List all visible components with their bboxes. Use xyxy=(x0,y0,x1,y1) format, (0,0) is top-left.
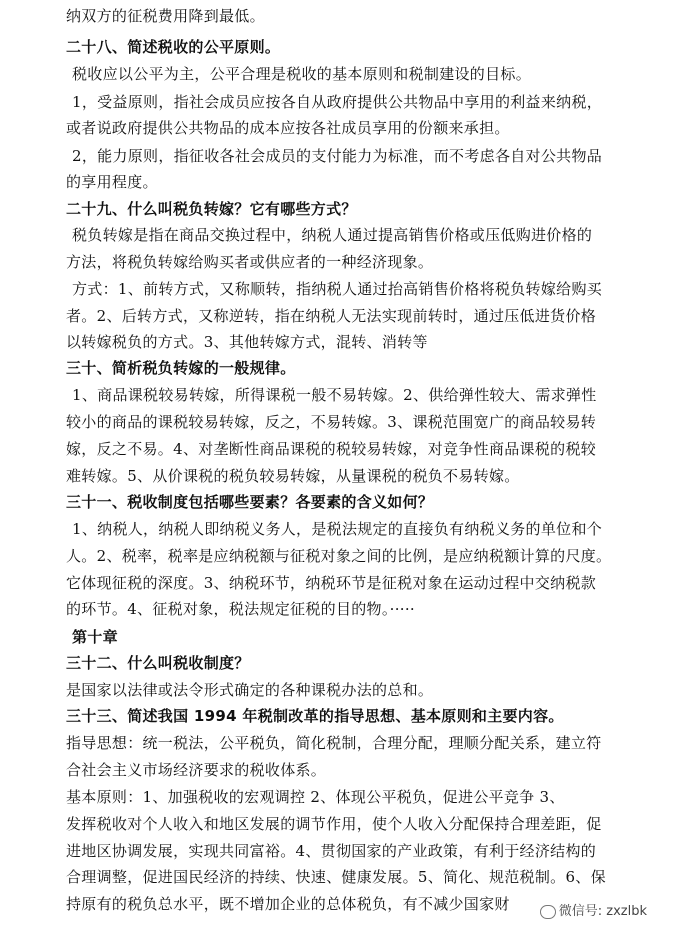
text-line: 方法，将税负转嫁给购买者或供应者的一种经济现象。 xyxy=(66,253,434,271)
text-line: 2，能力原则，指征收各社会成员的支付能力为标准，而不考虑各自对公共物品 xyxy=(72,147,603,165)
text-line: 合理调整，促进国民经济的持续、快速、健康发展。5、简化、规范税制。6、保 xyxy=(66,868,606,886)
section-heading: 三十、简析税负转嫁的一般规律。 xyxy=(66,359,296,377)
text-line: 1、商品课税较易转嫁，所得课税一般不易转嫁。2、供给弹性较大、需求弹性 xyxy=(72,386,597,404)
text-line: 税收应以公平为主，公平合理是税收的基本原则和税制建设的目标。 xyxy=(72,65,532,83)
text-line: 纳双方的征税费用降到最低。 xyxy=(66,7,265,25)
text-line: 方式：1、前转方式，又称顺转，指纳税人通过抬高销售价格将税负转嫁给购买 xyxy=(72,280,603,298)
section-heading: 三十三、简述我国 1994 年税制改革的指导思想、基本原则和主要内容。 xyxy=(66,707,564,725)
text-line: 以转嫁税负的方式。3、其他转嫁方式，混转、消转等 xyxy=(66,333,428,351)
text-line: 较小的商品的课税较易转嫁，反之，不易转嫁。3、课税范围宽广的商品较易转 xyxy=(66,413,597,431)
section-heading: 三十二、什么叫税收制度？ xyxy=(66,654,250,672)
text-line: 的享用程度。 xyxy=(66,173,158,191)
watermark-text: 微信号: zxzlbk xyxy=(558,904,647,919)
text-line: 合社会主义市场经济要求的税收体系。 xyxy=(66,761,327,779)
text-line: 持原有的税负总水平，既不增加企业的总体税负，有不减少国家财 xyxy=(66,895,510,913)
section-heading: 二十九、什么叫税负转嫁？它有哪些方式？ xyxy=(66,200,357,218)
text-line: 者。2、后转方式，又称逆转，指在纳税人无法实现前转时，通过压低进货价格 xyxy=(66,307,597,325)
text-line: 1，受益原则，指社会成员应按各自从政府提供公共物品中享用的利益来纳税， xyxy=(72,93,603,111)
text-line: 人。2、税率，税率是应纳税额与征税对象之间的比例，是应纳税额计算的尺度。 xyxy=(66,547,612,565)
text-line: 1、纳税人，纳税人即纳税义务人，是税法规定的直接负有纳税义务的单位和个 xyxy=(72,520,603,538)
section-heading: 三十一、税收制度包括哪些要素？各要素的含义如何？ xyxy=(66,493,434,511)
text-line: 或者说政府提供公共物品的成本应按各社成员享用的份额来承担。 xyxy=(66,119,510,137)
text-line: 它体现征税的深度。3、纳税环节，纳税环节是征税对象在运动过程中交纳税款 xyxy=(66,574,597,592)
text-line: 难转嫁。5、从价课税的税负较易转嫁，从量课税的税负不易转嫁。 xyxy=(66,467,520,485)
text-line: 基本原则：1、加强税收的宏观调控 2、体现公平税负，促进公平竞争 3、 xyxy=(66,788,565,806)
text-line: 指导思想：统一税法，公平税负，简化税制，合理分配，理顺分配关系，建立符 xyxy=(66,734,602,752)
text-line: 税负转嫁是指在商品交换过程中，纳税人通过提高销售价格或压低购进价格的 xyxy=(72,226,593,244)
text-line: 是国家以法律或法令形式确定的各种课税办法的总和。 xyxy=(66,681,434,699)
wechat-icon xyxy=(540,905,556,919)
text-line: 嫁，反之不易。4、对垄断性商品课税的税较易转嫁，对竞争性商品课税的税较 xyxy=(66,440,597,458)
chapter-heading: 第十章 xyxy=(72,628,118,646)
watermark xyxy=(536,900,651,919)
text-line: 进地区协调发展，实现共同富裕。4、贯彻国家的产业政策，有利于经济结构的 xyxy=(66,842,597,860)
text-line: 的环节。4、征税对象，税法规定征税的目的物。····· xyxy=(66,600,415,618)
section-heading: 二十八、简述税收的公平原则。 xyxy=(66,38,281,56)
text-line: 发挥税收对个人收入和地区发展的调节作用，使个人收入分配保持合理差距，促 xyxy=(66,815,602,833)
